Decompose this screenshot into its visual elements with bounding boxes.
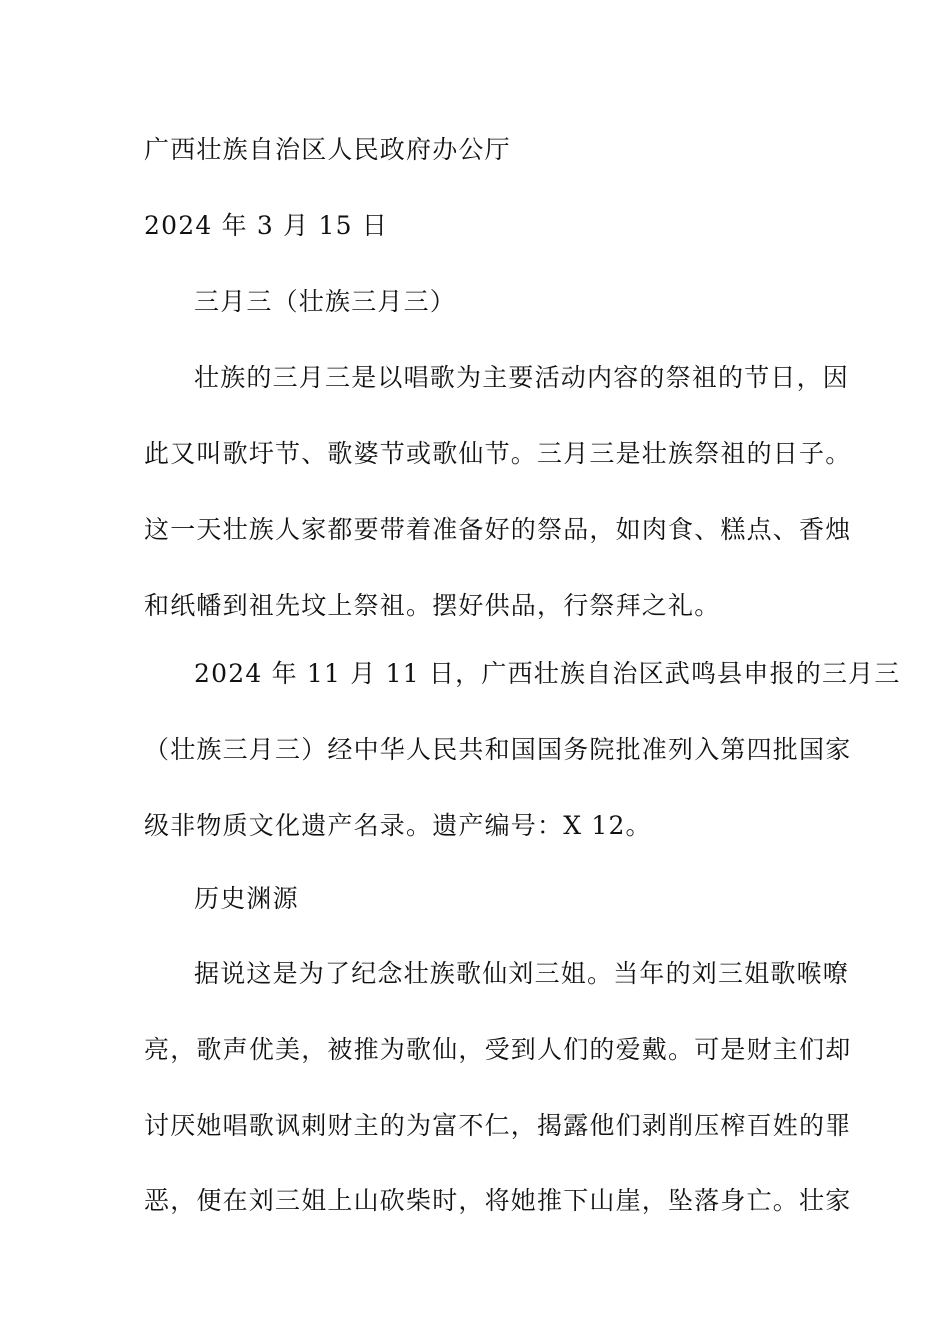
paragraph-line: （壮族三月三）经中华人民共和国国务院批准列入第四批国家 <box>144 735 852 764</box>
paragraph-line: 壮族的三月三是以唱歌为主要活动内容的祭祖的节日，因 <box>194 363 850 392</box>
paragraph-line: 恶，便在刘三姐上山砍柴时，将她推下山崖，坠落身亡。壮家 <box>144 1186 852 1215</box>
paragraph-line: 这一天壮族人家都要带着准备好的祭品，如肉食、糕点、香烛 <box>144 515 852 544</box>
paragraph-line: 和纸幡到祖先坟上祭祖。摆好供品，行祭拜之礼。 <box>144 591 721 620</box>
section-heading-history: 历史渊源 <box>194 884 299 913</box>
paragraph-line: 亮，歌声优美，被推为歌仙，受到人们的爱戴。可是财主们却 <box>144 1035 852 1064</box>
paragraph-line: 讨厌她唱歌讽刺财主的为富不仁，揭露他们剥削压榨百姓的罪 <box>144 1111 852 1140</box>
paragraph-line: 此又叫歌圩节、歌婆节或歌仙节。三月三是壮族祭祖的日子。 <box>144 439 852 468</box>
section-heading-title: 三月三（壮族三月三） <box>194 287 457 316</box>
paragraph-line: 级非物质文化遗产名录。遗产编号：Ⅹ 12。 <box>144 811 652 840</box>
paragraph-line: 2024 年 11 月 11 日，广西壮族自治区武鸣县申报的三月三 <box>194 659 901 688</box>
date-line: 2024 年 3 月 15 日 <box>144 211 389 240</box>
paragraph-line: 据说这是为了纪念壮族歌仙刘三姐。当年的刘三姐歌喉嘹 <box>194 959 850 988</box>
issuer-line: 广西壮族自治区人民政府办公厅 <box>144 135 511 164</box>
